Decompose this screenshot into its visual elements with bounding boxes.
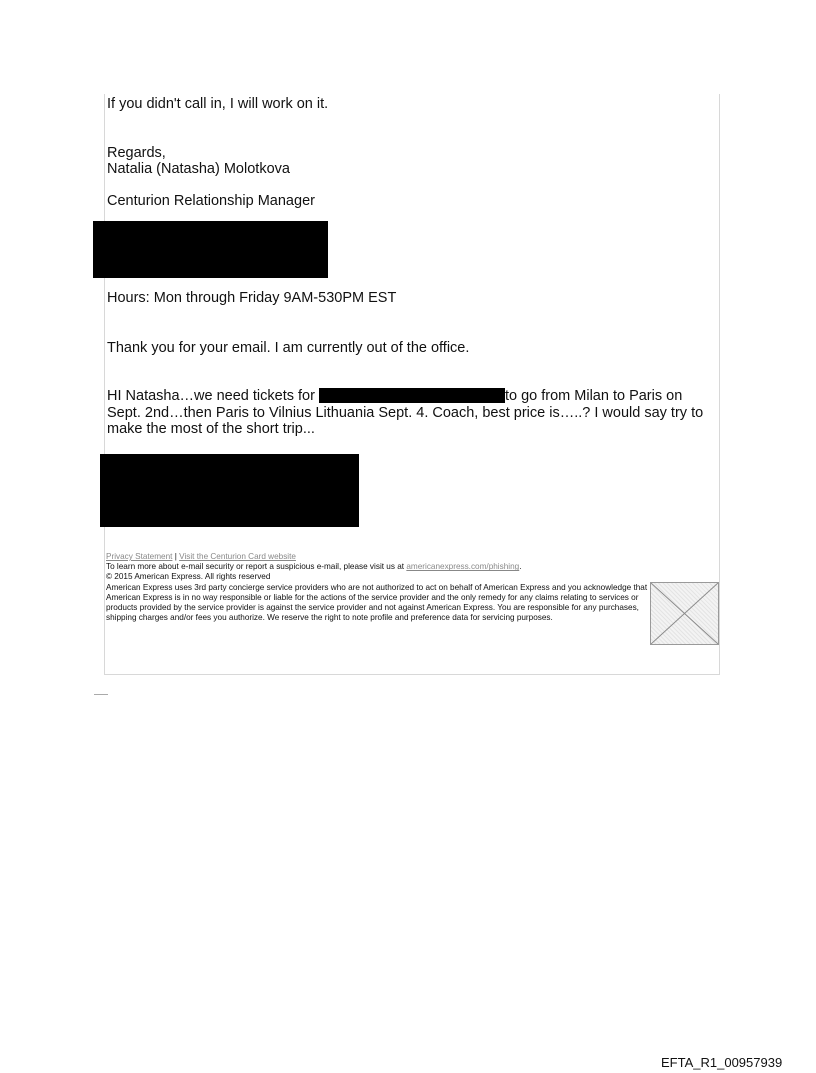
hours-line: Hours: Mon through Friday 9AM-530PM EST [107,290,397,306]
phishing-link[interactable]: americanexpress.com/phishing [406,562,520,572]
email-footer [106,552,654,623]
image-placeholder-cross-icon [651,583,718,644]
quoted-message-part2: to go from Milan to Paris on Sept. 2nd…then Paris to Vilnius Lithuania Sept. 4. Coach, best price is…..? I would say try to make the most of the short trip... [107,388,704,437]
security-notice [106,562,654,572]
sender-name: Natalia (Natasha) Molotkova [107,161,290,177]
broken-image-placeholder-icon [650,582,719,645]
quoted-message [107,388,713,438]
auto-reply-line: Thank you for your email. I am currently out of the office. [107,340,470,356]
footer-link-separator: | [174,552,177,561]
redaction-block-contact [93,221,328,278]
quoted-message-part1: HI Natasha…we need tickets for [107,388,319,404]
security-notice-text: To learn more about e-mail security or report a suspicious e-mail, please visit us at [106,562,407,572]
bates-number: EFTA_R1_00957939 [661,1055,783,1070]
footer-links-row [106,552,654,562]
security-notice-end: . [519,562,522,572]
centurion-website-link[interactable]: Visit the Centurion Card website [179,552,296,561]
opening-line: If you didn't call in, I will work on it. [107,96,329,112]
privacy-statement-link[interactable]: Privacy Statement [106,552,173,561]
page-artifact-mark [94,686,108,695]
redaction-inline-names [319,388,505,403]
copyright-line: © 2015 American Express. All rights reserved [106,572,271,582]
regards-line: Regards, [107,145,166,161]
redaction-block-signature [100,454,359,527]
sender-title: Centurion Relationship Manager [107,193,315,209]
concierge-disclaimer: American Express uses 3rd party concierge service providers who are not authorized to act on behalf of American Express and you acknowledge that American Express is in no way responsible or liable for the actions of the service provider and the only remedy for any claims relating to services or products provided by the service provider is against the service provider and not against American Express. You are responsible for any purchases, shipping charges and/or fees you authorize. We reserve the right to note profile and preference data for servicing purposes. [106,582,648,623]
